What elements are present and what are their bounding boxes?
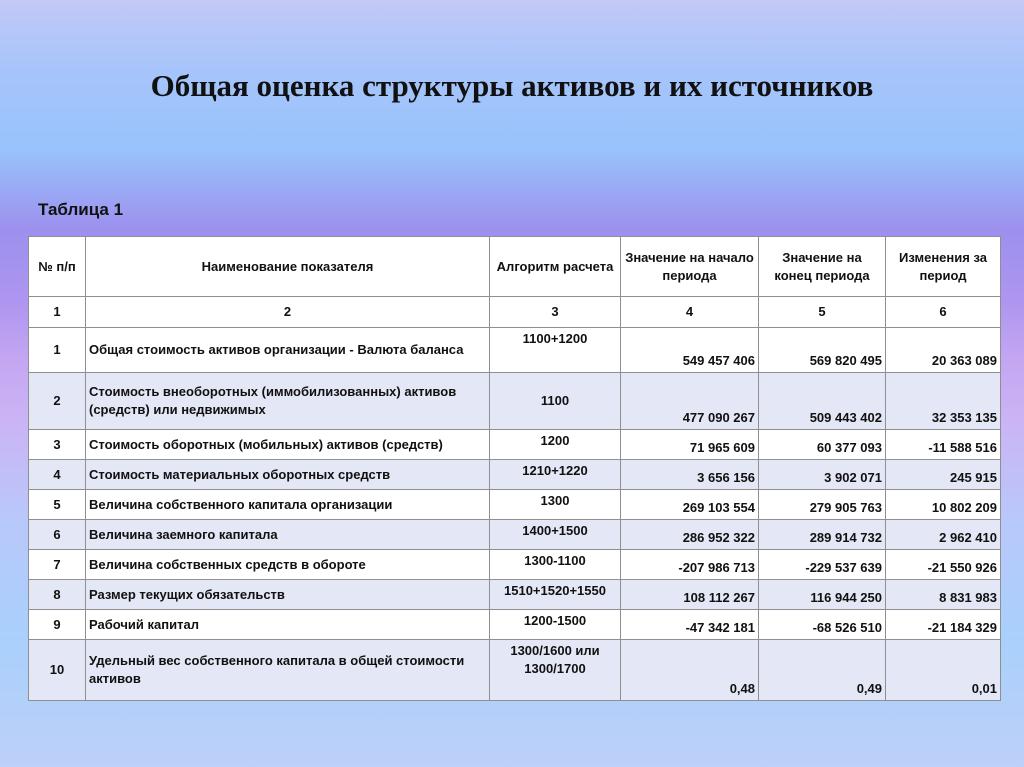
calc-algorithm: 1300/1600 или 1300/1700: [490, 640, 621, 701]
start-value: -47 342 181: [621, 610, 759, 640]
table-row: [29, 550, 1001, 580]
table-row: [29, 430, 1001, 460]
end-value: 279 905 763: [759, 490, 886, 520]
column-number: 6: [886, 297, 1001, 328]
indicator-name: Общая стоимость активов организации - Валюта баланса: [86, 328, 490, 373]
change-value: 32 353 135: [886, 373, 1001, 430]
start-value: -207 986 713: [621, 550, 759, 580]
row-number: 4: [29, 460, 86, 490]
header-end-value: Значение на конец периода: [759, 237, 886, 297]
table-row: [29, 373, 1001, 430]
column-number-row: [29, 297, 1001, 328]
header-row: [29, 237, 1001, 297]
column-number: 4: [621, 297, 759, 328]
end-value: 289 914 732: [759, 520, 886, 550]
table-row: [29, 520, 1001, 550]
calc-algorithm: 1510+1520+1550: [490, 580, 621, 610]
change-value: 10 802 209: [886, 490, 1001, 520]
start-value: 0,48: [621, 640, 759, 701]
calc-algorithm: 1200: [490, 430, 621, 460]
indicator-name: Стоимость материальных оборотных средств: [86, 460, 490, 490]
column-number: 3: [490, 297, 621, 328]
end-value: -229 537 639: [759, 550, 886, 580]
change-value: -21 184 329: [886, 610, 1001, 640]
change-value: -11 588 516: [886, 430, 1001, 460]
column-number: 5: [759, 297, 886, 328]
indicator-name: Величина собственных средств в обороте: [86, 550, 490, 580]
calc-algorithm: 1300-1100: [490, 550, 621, 580]
calc-algorithm: 1300: [490, 490, 621, 520]
row-number: 2: [29, 373, 86, 430]
change-value: 0,01: [886, 640, 1001, 701]
start-value: 108 112 267: [621, 580, 759, 610]
table-row: [29, 460, 1001, 490]
row-number: 7: [29, 550, 86, 580]
header-algorithm: Алгоритм расчета: [490, 237, 621, 297]
table-row: [29, 328, 1001, 373]
column-number: 1: [29, 297, 86, 328]
end-value: 569 820 495: [759, 328, 886, 373]
table-row: [29, 580, 1001, 610]
indicator-name: Размер текущих обязательств: [86, 580, 490, 610]
column-number: 2: [86, 297, 490, 328]
row-number: 1: [29, 328, 86, 373]
row-number: 6: [29, 520, 86, 550]
indicator-name: Рабочий капитал: [86, 610, 490, 640]
row-number: 9: [29, 610, 86, 640]
header-num: № п/п: [29, 237, 86, 297]
change-value: 8 831 983: [886, 580, 1001, 610]
table-row: [29, 490, 1001, 520]
end-value: 509 443 402: [759, 373, 886, 430]
table-caption: Таблица 1: [38, 200, 124, 219]
start-value: 71 965 609: [621, 430, 759, 460]
start-value: 549 457 406: [621, 328, 759, 373]
calc-algorithm: 1200-1500: [490, 610, 621, 640]
assets-structure-table: [28, 236, 1001, 701]
header-start-value: Значение на начало периода: [621, 237, 759, 297]
end-value: 116 944 250: [759, 580, 886, 610]
calc-algorithm: 1400+1500: [490, 520, 621, 550]
slide-title: Общая оценка структуры активов и их источников: [150, 68, 874, 103]
change-value: 20 363 089: [886, 328, 1001, 373]
change-value: 245 915: [886, 460, 1001, 490]
indicator-name: Величина собственного капитала организации: [86, 490, 490, 520]
indicator-name: Удельный вес собственного капитала в общей стоимости активов: [86, 640, 490, 701]
start-value: 477 090 267: [621, 373, 759, 430]
indicator-name: Величина заемного капитала: [86, 520, 490, 550]
row-number: 5: [29, 490, 86, 520]
header-name: Наименование показателя: [86, 237, 490, 297]
start-value: 286 952 322: [621, 520, 759, 550]
calc-algorithm: 1100+1200: [490, 328, 621, 373]
change-value: 2 962 410: [886, 520, 1001, 550]
end-value: 60 377 093: [759, 430, 886, 460]
end-value: 3 902 071: [759, 460, 886, 490]
start-value: 3 656 156: [621, 460, 759, 490]
end-value: -68 526 510: [759, 610, 886, 640]
indicator-name: Стоимость внеоборотных (иммобилизованных) активов (средств) или недвижимых: [86, 373, 490, 430]
table-row: [29, 640, 1001, 701]
calc-algorithm: 1100: [490, 373, 621, 430]
row-number: 10: [29, 640, 86, 701]
header-change: Изменения за период: [886, 237, 1001, 297]
calc-algorithm: 1210+1220: [490, 460, 621, 490]
row-number: 8: [29, 580, 86, 610]
start-value: 269 103 554: [621, 490, 759, 520]
indicator-name: Стоимость оборотных (мобильных) активов (средств): [86, 430, 490, 460]
row-number: 3: [29, 430, 86, 460]
change-value: -21 550 926: [886, 550, 1001, 580]
table-row: [29, 610, 1001, 640]
end-value: 0,49: [759, 640, 886, 701]
